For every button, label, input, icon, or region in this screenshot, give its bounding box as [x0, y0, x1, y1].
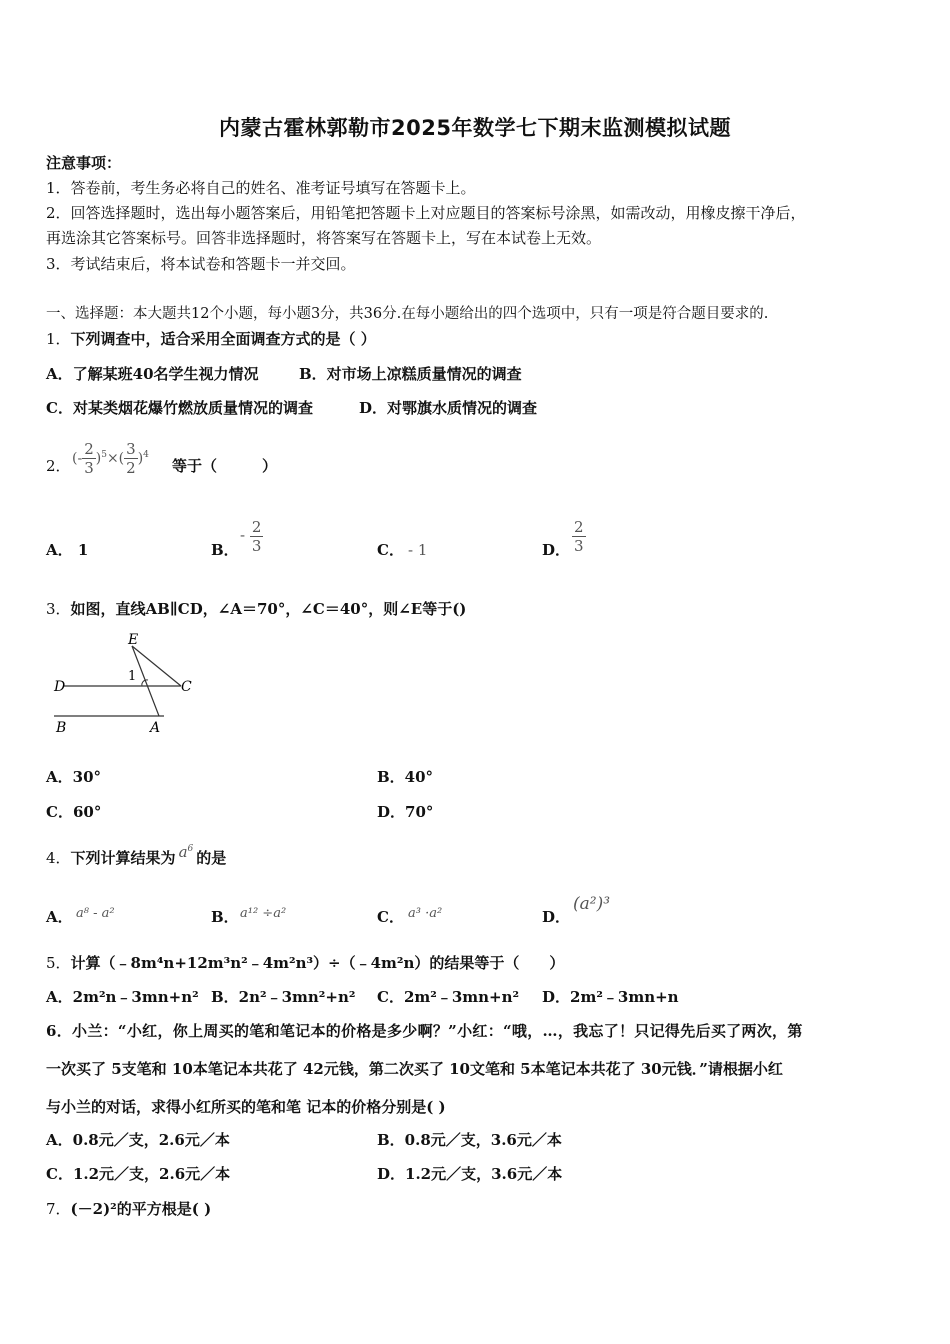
q4-stem-power [179, 843, 194, 861]
q3-option-d: D．70° [377, 803, 434, 821]
q2-a-value: 1 [77, 541, 89, 559]
section-heading: 一、选择题：本大题共12个小题，每小题3分，共36分.在每小题给出的四个选项中，只有一项是符合题目要求的. [46, 306, 769, 322]
q2-b-num: 2 [251, 517, 262, 536]
q5-text: 计算（﹣8m⁴n+12m³n²﹣4m²n³）÷（﹣4m²n）的结果等于（ ） [70, 954, 565, 972]
q4-option-b-label: B． [211, 908, 239, 926]
q2-b-den: 3 [251, 536, 262, 555]
q4-option-a-label: A． [46, 908, 73, 926]
notice-item-3: 3．考试结束后，将本试卷和答题卡一并交回。 [46, 255, 356, 273]
q2-option-c-value: - 1 [408, 541, 428, 559]
q5-option-b: B．2n²﹣3mn²+n² [211, 988, 356, 1006]
q4-option-c-label: C． [377, 908, 404, 926]
q1-option-c: C．对某类烟花爆竹燃放质量情况的调查 [46, 399, 313, 417]
q2-option-c-label: C． [377, 541, 404, 559]
q2-fraction-1 [82, 440, 96, 477]
q4-stem [46, 843, 227, 868]
q2-expr-open: (- [72, 450, 83, 467]
q4-text-pre: 下列计算结果为 [70, 849, 176, 867]
q3-stem [46, 598, 466, 619]
q2-f2-den: 2 [126, 459, 136, 478]
q6-line-3: 与小兰的对话，求得小红所买的笔和笔 记本的价格分别是( ) [46, 1098, 446, 1116]
q7-stem [46, 1198, 211, 1219]
q2-option-b-label: B． [211, 541, 239, 559]
q5-option-d: D．2m²﹣3mn+n [542, 988, 679, 1006]
q1-option-b: B．对市场上凉糕质量情况的调查 [299, 365, 522, 383]
q2-b-sign: - [240, 526, 246, 544]
q3-option-b: B．40° [377, 768, 434, 786]
notice-item-2b: 再选涂其它答案标号。回答非选择题时，将答案写在答题卡上，写在本试卷上无效。 [46, 229, 602, 247]
q5-number: 5． [46, 954, 71, 972]
q2-option-d-label: D． [542, 541, 571, 559]
q7-number: 7． [46, 1200, 71, 1218]
q2-f1-den: 3 [84, 459, 94, 478]
q2-fraction-2 [124, 440, 138, 477]
q2-d-den: 3 [574, 536, 584, 555]
q4-option-b-expr: a¹² ÷a² [240, 906, 287, 921]
q2-option-b-value [240, 512, 263, 558]
q2-number: 2． [46, 457, 71, 475]
label-a: A [150, 720, 161, 736]
q2-exp-2: 4 [143, 450, 149, 460]
q3-number: 3． [46, 600, 71, 618]
label-d: D [54, 679, 66, 695]
q3-text: 如图，直线AB∥CD，∠A＝70°，∠C＝40°，则∠E等于() [70, 600, 467, 618]
q6-line-1: 6．小兰：“小红，你上周买的笔和笔记本的价格是多少啊？”小红：“哦，…，我忘了！只记得先后买了两次，第 [46, 1022, 803, 1040]
q6-option-a: A．0.8元／支，2.6元／本 [46, 1131, 230, 1149]
q4-stem-exp: 6 [187, 844, 194, 854]
notice-item-1: 1．答卷前，考生务必将自己的姓名、准考证号填写在答题卡上。 [46, 179, 476, 197]
q3-figure [46, 628, 216, 740]
q6-line-2: 一次买了 5支笔和 10本笔记本共花了 42元钱，第二次买了 10文笔和 5本笔记本共花了 30元钱．”请根据小红 [46, 1060, 783, 1078]
q4-option-d-label: D． [542, 908, 571, 926]
notice-heading: 注意事项： [46, 154, 122, 172]
q4-option-a-expr: a⁸ - a² [76, 906, 115, 921]
q5-stem [46, 952, 564, 973]
q4-option-c-expr: a³ ·a² [408, 906, 443, 921]
q6-option-c: C．1.2元／支，2.6元／本 [46, 1165, 231, 1183]
page-title: 内蒙古霍林郭勒市2025年数学七下期末监测模拟试题 [219, 116, 731, 140]
q2-option-a [46, 539, 88, 560]
q1-option-d: D．对鄂旗水质情况的调查 [359, 399, 538, 417]
label-e: E [128, 632, 139, 648]
q2-tail: 等于（ ） [172, 457, 278, 475]
q2-a-label: A． [46, 541, 73, 559]
q2-b-fraction [250, 518, 264, 555]
q2-exp-1: 5 [101, 450, 107, 460]
q2-f1-num: 2 [84, 440, 94, 459]
q4-text-post: 的是 [196, 849, 227, 867]
q1-text: 下列调查中，适合采用全面调查方式的是（ ） [70, 330, 376, 348]
q1-option-a: A．了解某班40名学生视力情况 [46, 365, 259, 383]
q2-times: ×( [106, 450, 125, 467]
q7-text: (－2)²的平方根是( ) [70, 1200, 212, 1218]
q4-stem-base: a [178, 843, 188, 861]
q6-option-d: D．1.2元／支，3.6元／本 [377, 1165, 563, 1183]
label-angle-1: 1 [128, 669, 137, 684]
notice-item-2a: 2．回答选择题时，选出每小题答案后，用铅笔把答题卡上对应题目的答案标号涂黑，如需改动，用橡皮擦干净后， [46, 204, 806, 222]
q2-expression: (- $\frac{2}{3}$ )$^5$×( $\frac{3}{2}$ )$^4$ [72, 440, 149, 478]
label-c: C [181, 679, 192, 695]
q1-number: 1． [46, 330, 71, 348]
q5-option-a: A．2m²n﹣3mn+n² [46, 988, 199, 1006]
q1-stem [46, 328, 376, 349]
q2-d-num: 2 [574, 517, 584, 536]
q2-option-d-value [572, 512, 586, 558]
q5-option-c: C．2m²﹣3mn+n² [377, 988, 520, 1006]
q3-option-a: A．30° [46, 768, 102, 786]
q6-option-b: B．0.8元／支，3.6元／本 [377, 1131, 562, 1149]
q4-option-d-expr: (a²)³ [573, 894, 611, 914]
q2-d-fraction [572, 518, 586, 555]
label-b: B [56, 720, 67, 736]
q3-option-c: C．60° [46, 803, 102, 821]
q2-f2-num: 3 [126, 440, 136, 459]
q4-number: 4． [46, 849, 71, 867]
